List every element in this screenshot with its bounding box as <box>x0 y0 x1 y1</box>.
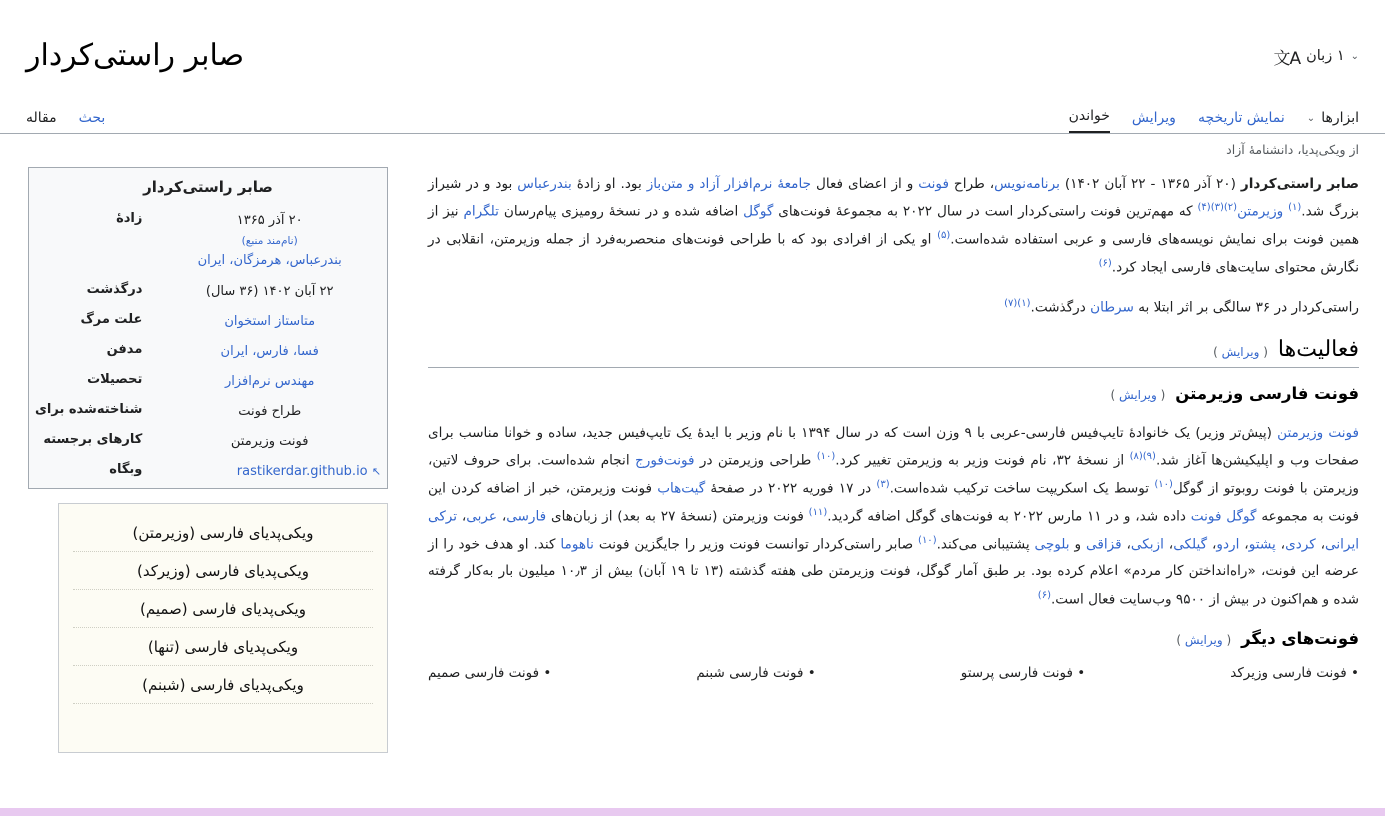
text-run: ، <box>1121 536 1131 553</box>
lead-paragraph-1 <box>428 171 1359 281</box>
chevron-down-icon: ⌄ <box>1306 112 1316 124</box>
list-item <box>1230 665 1359 681</box>
font-sample-line: ویکی‌پدیای فارسی (وزیرمتن) <box>73 514 373 552</box>
external-link-icon: ↗ <box>371 465 381 479</box>
wiki-link[interactable]: اردو <box>1216 536 1240 553</box>
tools-menu-button[interactable] <box>1307 110 1359 133</box>
section-heading-activities <box>428 337 1359 368</box>
infobox-row-label: کارهای برجسته <box>43 432 143 448</box>
font-sample-line: ویکی‌پدیای فارسی (شبنم) <box>73 666 373 704</box>
reference-anchor[interactable]: (۶) <box>1037 589 1051 601</box>
wiki-link[interactable]: ناهوما <box>560 536 594 553</box>
text-run: ، <box>1207 536 1217 553</box>
infobox-value-text: طراح فونت <box>238 404 302 420</box>
text-run: کند. او هدف خود را از عرضه این فونت، «راه‌انداختن کار مردم» اعلام کرده بود. بر طبق آمار گوگل، فونت وزیرمتن طی هفته گذشته (۱۳ تا ۱۹ آبان) بیش از ۱۰٫۳ میلیون بار به‌کار گرفته شده و هم‌اکنون در بیش از ۹۵۰۰ وب‌سایت فعال است. <box>428 536 1359 608</box>
infobox-row <box>29 397 387 427</box>
infobox-column <box>26 167 406 752</box>
reference-anchor[interactable]: (۳) <box>876 479 890 491</box>
text-run: توسط یک اسکریپت ساخت ترکیب شده‌است. <box>889 480 1155 497</box>
text-run: او یکی از افرادی بود که با طراحی فونت‌های منحصربه‌فرد از جمله وزیرمتن، انقلابی در نگارش محتوای سایت‌های فارسی ایجاد کرد. <box>428 231 1359 276</box>
text-run: بود و در شیراز بزرگ شد. <box>428 176 1360 220</box>
reference-link[interactable] <box>876 479 889 490</box>
infobox <box>28 167 388 488</box>
namespace-tabs <box>26 100 105 133</box>
list-item-label: فونت فارسی صمیم <box>428 665 540 682</box>
tab-bar <box>0 100 1385 134</box>
infobox-row <box>29 277 387 307</box>
section-edit-link[interactable]: ( ویرایش ) <box>1213 345 1268 360</box>
reference-anchor[interactable]: (۶) <box>1098 257 1112 269</box>
reference-anchor[interactable]: (۱)(۷) <box>1004 297 1031 309</box>
tab-talk[interactable]: بحث <box>78 110 106 127</box>
subsection-edit-link[interactable]: ( ویرایش ) <box>1176 633 1232 648</box>
language-icon: 文A <box>1273 48 1301 69</box>
section-title: فعالیت‌ها <box>1277 337 1359 363</box>
bullet-icon: • <box>1073 665 1086 682</box>
article-content <box>428 167 1359 752</box>
bullet-icon: • <box>803 665 816 682</box>
tab-read[interactable]: خواندن <box>1069 108 1110 133</box>
section-heading-other-fonts <box>428 629 1359 653</box>
bullet-icon: • <box>539 665 552 682</box>
infobox-row <box>29 206 387 276</box>
article-body <box>0 157 1385 752</box>
infobox-row <box>29 427 387 457</box>
reference-anchor[interactable]: (۱۰) <box>1154 479 1173 491</box>
wiki-link[interactable]: گیلکی <box>1173 536 1208 553</box>
wiki-link[interactable]: عربی <box>466 508 498 525</box>
text-run: راستی‌کردار در ۳۶ سالگی بر اثر ابتلا به <box>1133 299 1359 316</box>
language-count-label: ۱ زبان <box>1306 48 1345 65</box>
subsection-edit-link[interactable]: ( ویرایش ) <box>1110 388 1166 403</box>
infobox-row <box>29 337 387 367</box>
reference-link[interactable] <box>1038 590 1051 601</box>
text-run: (۲۰ آذر ۱۳۶۵ - ۲۲ آبان ۱۴۰۲) <box>1059 176 1241 193</box>
bottom-highlight-strip <box>0 808 1385 816</box>
infobox-row-label: شناخته‌شده برای <box>35 402 143 418</box>
other-fonts-list <box>428 665 1359 681</box>
page-header <box>0 0 1385 100</box>
reference-link[interactable] <box>937 230 950 241</box>
infobox-row-label: تحصیلات <box>87 372 143 388</box>
text-run: طراحی وزیرمتن در <box>694 452 817 469</box>
wiki-link[interactable]: فونت وزیرمتن <box>1277 425 1360 442</box>
reference-link[interactable] <box>809 507 828 518</box>
section-heading-vazirmatn <box>428 384 1359 408</box>
wiki-link[interactable]: فونت <box>918 176 949 193</box>
text-run: پشتیبانی می‌کند. <box>936 536 1035 553</box>
reference-anchor[interactable]: (۱۱) <box>808 506 828 518</box>
infobox-value-text: ۲۰ آذر ۱۳۶۵ <box>236 213 303 229</box>
wiki-link[interactable]: برنامه‌نویس <box>994 176 1060 193</box>
reference-link[interactable] <box>1198 202 1238 213</box>
text-run: ، <box>1239 536 1249 553</box>
infobox-value-text: ۲۲ آبان ۱۴۰۲ (۳۶ سال) <box>205 283 334 299</box>
tab-article[interactable]: مقاله <box>26 110 57 127</box>
list-item-label: فونت فارسی شبنم <box>696 665 804 682</box>
reference-link[interactable] <box>1154 479 1173 490</box>
font-sample-line: ویکی‌پدیای فارسی (صمیم) <box>73 590 373 628</box>
text-run: ، <box>497 508 507 525</box>
site-tagline: از ویکی‌پدیا، دانشنامهٔ آزاد <box>1226 142 1359 158</box>
article-subject-bold: صابر راستی‌کردار <box>1240 176 1360 193</box>
reference-anchor[interactable]: (۵) <box>937 230 951 242</box>
text-run: بود. او زادهٔ <box>571 176 647 193</box>
tools-label: ابزارها <box>1321 110 1359 127</box>
wiki-link[interactable]: ازبکی <box>1130 536 1164 553</box>
wiki-link[interactable]: قزاقی <box>1085 536 1122 553</box>
text-run: داده شد، و در ۱۱ مارس ۲۰۲۲ به فونت‌های گوگل اضافه گردید. <box>827 508 1191 525</box>
lead-paragraph-2 <box>428 294 1359 322</box>
page-title: صابر راستی‌کردار <box>26 38 245 74</box>
wiki-link[interactable]: فونت‌فورج <box>635 452 695 469</box>
list-item <box>428 665 551 681</box>
infobox-row-value <box>150 337 387 367</box>
infobox-title: صابر راستی‌کردار <box>143 178 273 197</box>
reference-link[interactable] <box>817 451 836 462</box>
list-item-label: فونت فارسی پرستو <box>960 665 1073 682</box>
reference-anchor[interactable]: (۹)(۸) <box>1129 451 1156 463</box>
list-item <box>961 665 1086 681</box>
wiki-link[interactable]: بندرعباس <box>517 176 572 193</box>
text-run: ، <box>1315 536 1326 553</box>
wiki-link[interactable]: تلگرام <box>463 203 499 220</box>
font-sample-line: ویکی‌پدیای فارسی (تنها) <box>73 628 373 666</box>
text-run: در ۱۷ فوریه ۲۰۲۲ در صفحهٔ <box>705 480 877 497</box>
text-run: و <box>1069 536 1086 553</box>
wiki-link[interactable]: فارسی <box>506 508 547 525</box>
reference-link[interactable] <box>918 535 937 546</box>
infobox-table <box>29 206 387 487</box>
infobox-value-text: فونت وزیرمتن <box>230 434 309 450</box>
infobox-row-value <box>150 397 387 427</box>
text-run: فونت وزیرمتن، خبر از اضافه کردن این فونت به مجموعه <box>428 480 1359 525</box>
infobox-row-value <box>150 206 387 276</box>
infobox-value-link[interactable]: متاستاز استخوان <box>224 313 316 329</box>
infobox-row-label: وبگاه <box>109 462 143 478</box>
text-run: که مهم‌ترین فونت راستی‌کردار است در سال ۲۰۲۲ به مجموعهٔ فونت‌های <box>773 203 1198 220</box>
infobox-row-label: علت مرگ <box>80 311 143 327</box>
reference-link[interactable] <box>1004 298 1030 309</box>
text-run: (پیش‌تر وزیر) یک خانوادهٔ تایپ‌فیس فارسی-عربی با ۹ وزن است که در سال ۱۳۹۴ با نام وزیر با ایدهٔ یک تایپ‌فیس جدید، ساده و خوانا مناسب برای صفحات وب و اپلیکیشن‌ها آغاز شد. <box>428 425 1359 469</box>
wiki-link[interactable]: گیت‌هاب <box>657 480 706 497</box>
subsection-title: فونت فارسی وزیرمتن <box>1175 384 1359 404</box>
infobox-row <box>29 307 387 337</box>
text-run: نیز از همین فونت برای نمایش نویسه‌های فارسی و عربی استفاده شده‌است. <box>428 203 1359 248</box>
infobox-value-link[interactable]: مهندس نرم‌افزار <box>224 374 315 390</box>
infobox-row-value <box>150 307 387 337</box>
wiki-link[interactable]: سرطان <box>1090 299 1134 316</box>
wiki-link[interactable]: گوگل فونت <box>1190 508 1257 525</box>
font-sample-image <box>58 503 388 753</box>
infobox-row-value <box>150 277 387 307</box>
text-run: اضافه شده و در نسخهٔ رومیزی پیام‌رسان <box>498 203 744 220</box>
chevron-down-icon: ⌄ <box>1350 50 1359 62</box>
text-run: ، طراح <box>948 176 995 193</box>
tab-view-history[interactable]: نمایش تاریخچه <box>1197 110 1285 127</box>
text-run: فونت وزیرمتن (نسخهٔ ۲۷ به بعد) از زبان‌های <box>546 508 809 525</box>
infobox-row <box>29 457 387 487</box>
infobox-row-label: مدفن <box>106 341 143 357</box>
text-run: ، <box>1163 536 1174 553</box>
text-run: از نسخهٔ ۳۲، نام فونت وزیر به وزیرمتن تغییر کرد. <box>835 452 1130 469</box>
tab-edit[interactable]: ویرایش <box>1131 110 1176 127</box>
wiki-link[interactable]: ترکی ایرانی <box>428 508 1359 553</box>
infobox-value-link[interactable]: فسا، فارس، ایران <box>220 343 319 359</box>
text-run: درگذشت. <box>1030 299 1091 316</box>
wiki-link[interactable]: وزیرمتن <box>1237 203 1284 220</box>
wiki-link[interactable]: بلوچی <box>1034 536 1070 553</box>
bullet-icon: • <box>1346 665 1359 682</box>
font-sample-line: ویکی‌پدیای فارسی (وزیرکد) <box>73 552 373 590</box>
infobox-value-link[interactable]: rastikerdar.github.io <box>236 464 368 480</box>
wiki-link[interactable]: گوگل <box>743 203 774 220</box>
text-run: ، <box>1275 536 1286 553</box>
reference-link[interactable] <box>1288 202 1301 213</box>
reference-anchor[interactable]: (۲)(۳)(۴) <box>1197 202 1238 214</box>
infobox-value-link[interactable]: بندرعباس، هرمزگان، ایران <box>197 253 342 269</box>
infobox-row-label: زادهٔ <box>116 211 143 227</box>
list-item <box>696 665 815 681</box>
infobox-row <box>29 367 387 397</box>
text-run: و از اعضای فعال <box>811 176 919 193</box>
text-run: صابر راستی‌کردار توانست فونت وزیر را جایگزین فونت <box>593 536 919 553</box>
infobox-source-note[interactable]: (نام‌مند منبع) <box>241 235 298 248</box>
wiki-link[interactable]: کردی <box>1285 536 1316 553</box>
view-tabs <box>1069 100 1359 133</box>
language-switch-button[interactable] <box>1273 44 1359 69</box>
wiki-link[interactable]: پشتو <box>1248 536 1276 553</box>
wiki-link[interactable]: جامعهٔ نرم‌افزار آزاد و متن‌باز <box>646 176 812 193</box>
infobox-row-value <box>150 367 387 397</box>
vazirmatn-paragraph <box>428 420 1359 613</box>
reference-link[interactable] <box>1099 258 1112 269</box>
reference-anchor[interactable]: (۱۰) <box>918 534 937 546</box>
text-run: انجام شده‌است. برای حروف لاتین، وزیرمتن با فونت روبوتو از گوگل <box>428 452 1359 497</box>
infobox-row-value <box>150 457 387 487</box>
list-item-label: فونت فارسی وزیرکد <box>1230 665 1347 682</box>
reference-anchor[interactable]: (۱۰) <box>816 451 836 463</box>
infobox-row-label: درگذشت <box>86 281 143 297</box>
reference-anchor[interactable]: (۱) <box>1288 202 1302 214</box>
text-run: ، <box>457 508 467 525</box>
reference-link[interactable] <box>1130 451 1156 462</box>
infobox-row-value <box>150 427 387 457</box>
subsection-title: فونت‌های دیگر <box>1241 629 1359 649</box>
